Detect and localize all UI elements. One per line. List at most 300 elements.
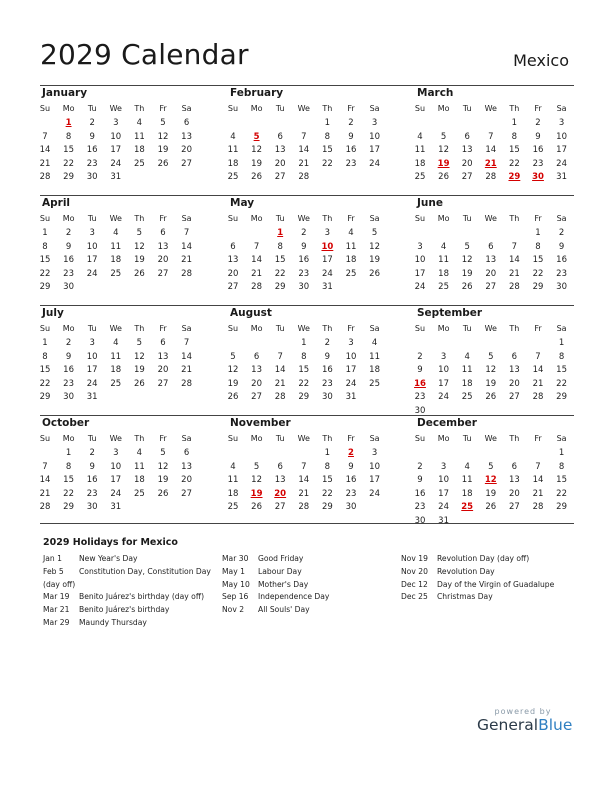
- row-divider: [40, 85, 574, 86]
- weekday-header: Su: [414, 434, 426, 443]
- calendar-day: 27: [508, 502, 520, 512]
- weekday-header: Fr: [159, 434, 167, 443]
- calendar-day: 26: [227, 392, 239, 402]
- calendar-day: 20: [251, 378, 262, 389]
- calendar-day: 3: [440, 351, 447, 362]
- calendar-day: 10: [438, 365, 449, 375]
- weekday-header: Su: [227, 324, 239, 333]
- calendar-day: 12: [369, 241, 380, 252]
- holiday-date-label: Nov 19: [401, 554, 428, 563]
- calendar-day: 7: [535, 461, 541, 472]
- calendar-day: 16: [63, 365, 74, 375]
- holiday-name: Good Friday: [258, 554, 304, 563]
- calendar-day: 22: [556, 378, 567, 389]
- weekday-header: Th: [322, 104, 333, 113]
- calendar-day: 29: [321, 502, 333, 512]
- holiday-date-label: Dec 12: [401, 579, 428, 589]
- calendar-day: 28: [39, 502, 51, 512]
- calendar-day: 27: [227, 282, 239, 292]
- weekday-header: Sa: [181, 104, 192, 113]
- calendar-day: 1: [558, 338, 565, 348]
- calendar-day: 10: [86, 351, 98, 362]
- weekday-header: Tu: [87, 104, 97, 113]
- weekday-header: Su: [39, 104, 51, 113]
- weekday-header: Sa: [369, 434, 380, 443]
- calendar-day: 19: [485, 488, 497, 499]
- month-name: October: [42, 417, 90, 429]
- calendar-day: 16: [556, 255, 567, 265]
- calendar-day: 5: [488, 351, 494, 362]
- calendar-day: 4: [417, 131, 423, 142]
- holiday-name: Mother's Day: [258, 579, 309, 589]
- weekday-header: Fr: [534, 324, 542, 333]
- weekday-header: Mo: [250, 324, 263, 333]
- calendar-day: 2: [89, 448, 95, 458]
- weekday-header: Sa: [369, 214, 380, 223]
- calendar-day: 7: [277, 351, 283, 362]
- holiday-date-label: Nov 2: [222, 605, 245, 615]
- calendar-day: 16: [345, 145, 357, 155]
- weekday-header: Fr: [159, 214, 167, 223]
- holiday-date: 19: [437, 158, 450, 169]
- calendar-day: 26: [133, 268, 145, 279]
- weekday-header: Mo: [437, 324, 450, 333]
- weekday-header: Th: [134, 214, 145, 223]
- calendar-day: 20: [181, 145, 192, 155]
- calendar-day: 2: [89, 118, 95, 128]
- calendar-day: 27: [508, 392, 520, 402]
- calendar-day: 4: [113, 338, 119, 348]
- calendar-day: 28: [251, 282, 262, 292]
- calendar-day: 3: [324, 228, 331, 238]
- holiday-name: Constitution Day, Constitution Day: [79, 566, 211, 576]
- calendar-day: 16: [321, 365, 333, 375]
- calendar-day: 2: [417, 351, 423, 362]
- brand-name-part2: Blue: [538, 716, 573, 734]
- calendar-day: 9: [301, 241, 307, 252]
- calendar-day: 30: [63, 392, 74, 402]
- calendar-day: 23: [63, 268, 74, 279]
- calendar-day: 14: [39, 475, 51, 485]
- calendar-day: 31: [86, 392, 98, 402]
- holiday-item: [43, 604, 211, 617]
- weekday-header: Mo: [437, 104, 450, 113]
- calendar-day: 14: [485, 145, 497, 155]
- calendar-day: 8: [324, 461, 331, 472]
- calendar-day: 9: [89, 131, 95, 142]
- calendar-day: 1: [65, 448, 72, 458]
- calendar-day: 14: [298, 475, 310, 485]
- calendar-day: 4: [113, 228, 119, 238]
- calendar-day: 12: [133, 351, 145, 362]
- calendar-day: 19: [133, 365, 145, 375]
- calendar-day: 10: [369, 461, 380, 472]
- calendar-day: 17: [438, 488, 449, 499]
- weekday-header: We: [109, 324, 122, 333]
- calendar-day: 4: [230, 131, 236, 142]
- holiday-name: Revolution Day: [437, 566, 495, 576]
- calendar-day: 18: [345, 255, 357, 265]
- calendar-day: 28: [298, 172, 310, 182]
- calendar-day: 11: [110, 241, 122, 252]
- weekday-header: Th: [322, 324, 333, 333]
- weekday-header: We: [109, 434, 122, 443]
- calendar-day: 20: [181, 475, 192, 485]
- calendar-day: 28: [181, 378, 192, 389]
- calendar-day: 6: [464, 131, 470, 142]
- weekday-header: Sa: [181, 324, 192, 333]
- calendar-day: 3: [558, 118, 565, 128]
- calendar-day: 27: [181, 488, 192, 499]
- row-divider: [40, 523, 574, 524]
- calendar-day: 18: [369, 365, 380, 375]
- calendar-day: 25: [227, 502, 239, 512]
- holiday-item: [222, 553, 329, 566]
- calendar-day: 7: [511, 241, 518, 252]
- calendar-day: 5: [136, 338, 143, 348]
- calendar-day: 22: [274, 268, 286, 279]
- calendar-day: 9: [558, 241, 565, 252]
- calendar-day: 5: [488, 461, 494, 472]
- calendar-day: 19: [157, 475, 169, 485]
- weekday-header: Sa: [556, 214, 567, 223]
- calendar-day: 31: [110, 172, 122, 182]
- calendar-day: 30: [86, 502, 98, 512]
- calendar-day: 11: [461, 475, 473, 485]
- weekday-header: Fr: [347, 434, 355, 443]
- calendar-day: 5: [160, 118, 166, 128]
- holiday-item: [222, 591, 329, 604]
- weekday-header: Su: [39, 434, 51, 443]
- calendar-day: 29: [556, 392, 567, 402]
- calendar-day: 23: [86, 158, 98, 169]
- calendar-day: 20: [274, 158, 286, 169]
- calendar-day: 17: [369, 145, 380, 155]
- weekday-header: Tu: [275, 214, 285, 223]
- holiday-name: Day of the Virgin of Guadalupe: [437, 579, 555, 589]
- calendar-day: 6: [511, 351, 518, 362]
- calendar-day: 21: [39, 158, 51, 169]
- calendar-day: 16: [86, 475, 98, 485]
- calendar-day: 7: [301, 461, 307, 472]
- calendar-day: 22: [321, 158, 333, 169]
- calendar-day: 13: [251, 365, 262, 375]
- holiday-date-label: Dec 25: [401, 592, 428, 602]
- calendar-day: 18: [133, 475, 145, 485]
- calendar-day: 25: [438, 282, 449, 292]
- calendar-day: 3: [113, 118, 119, 128]
- weekday-header: We: [109, 214, 122, 223]
- calendar-day: 10: [110, 461, 122, 472]
- calendar-day: 14: [532, 475, 544, 485]
- calendar-day: 21: [181, 365, 192, 375]
- calendar-day: 24: [438, 392, 449, 402]
- calendar-day: 8: [535, 241, 541, 252]
- calendar-day: 13: [274, 475, 286, 485]
- calendar-day: 13: [508, 365, 520, 375]
- calendar-day: 15: [321, 145, 333, 155]
- holiday-date-label: May 10: [222, 579, 250, 589]
- weekday-header: Mo: [437, 214, 450, 223]
- calendar-day: 18: [414, 158, 426, 169]
- month-name: June: [417, 197, 443, 209]
- calendar-day: 21: [508, 268, 520, 279]
- calendar-day: 14: [274, 365, 286, 375]
- holiday-date-label: Sep 16: [222, 592, 249, 602]
- calendar-day: 4: [440, 241, 447, 252]
- weekday-header: Th: [509, 324, 520, 333]
- holiday-date-label: Mar 21: [43, 605, 70, 615]
- calendar-day: 27: [157, 378, 169, 389]
- calendar-day: 31: [438, 515, 449, 526]
- calendar-day: 23: [298, 268, 310, 279]
- holiday-date-label: Feb 5: [43, 566, 64, 576]
- holiday-item: [401, 591, 554, 604]
- calendar-day: 19: [485, 378, 497, 389]
- calendar-day: 12: [227, 365, 239, 375]
- calendar-day: 15: [556, 365, 567, 375]
- weekday-header: Mo: [62, 104, 75, 113]
- calendar-day: 5: [464, 241, 470, 252]
- calendar-day: 21: [251, 268, 262, 279]
- weekday-header: Sa: [556, 434, 567, 443]
- calendar-day: 15: [556, 475, 567, 485]
- calendar-day: 16: [86, 145, 98, 155]
- calendar-day: 18: [461, 488, 473, 499]
- calendar-day: 2: [417, 461, 423, 472]
- calendar-day: 19: [157, 145, 169, 155]
- calendar-day: 20: [461, 158, 473, 169]
- calendar-day: 12: [485, 365, 497, 375]
- calendar-day: 4: [348, 228, 354, 238]
- calendar-day: 17: [556, 145, 567, 155]
- calendar-day: 24: [438, 502, 449, 512]
- calendar-day: 24: [414, 282, 426, 292]
- calendar-day: 29: [39, 392, 51, 402]
- calendar-day: 29: [298, 392, 310, 402]
- calendar-day: 20: [508, 378, 520, 389]
- calendar-day: 18: [438, 268, 449, 279]
- weekday-header: Su: [227, 214, 239, 223]
- holiday-item: [43, 591, 211, 604]
- calendar-day: 11: [414, 145, 426, 155]
- calendar-day: 11: [133, 461, 145, 472]
- calendar-day: 8: [42, 351, 48, 362]
- calendar-day: 29: [63, 502, 74, 512]
- country-name: Mexico: [513, 51, 569, 70]
- weekday-header: Su: [39, 214, 51, 223]
- calendar-day: 9: [535, 131, 541, 142]
- calendar-day: 20: [485, 268, 497, 279]
- holidays-column: [401, 553, 554, 604]
- row-divider: [40, 305, 574, 306]
- calendar-day: 19: [251, 158, 262, 169]
- weekday-header: Th: [509, 434, 520, 443]
- weekday-header: Tu: [275, 104, 285, 113]
- weekday-header: Su: [414, 324, 426, 333]
- calendar-day: 12: [133, 241, 145, 252]
- calendar-day: 21: [274, 378, 286, 389]
- calendar-day: 7: [42, 461, 48, 472]
- calendar-day: 29: [274, 282, 286, 292]
- weekday-header: Sa: [556, 324, 567, 333]
- calendar-day: 19: [369, 255, 380, 265]
- calendar-day: 27: [251, 392, 262, 402]
- calendar-day: 10: [414, 255, 426, 265]
- calendar-day: 2: [348, 118, 354, 128]
- weekday-header: Sa: [181, 434, 192, 443]
- calendar-day: 11: [438, 255, 449, 265]
- weekday-header: We: [297, 104, 310, 113]
- calendar-day: 24: [86, 268, 98, 279]
- calendar-day: 15: [298, 365, 310, 375]
- calendar-day: 31: [110, 502, 122, 512]
- calendar-day: 8: [65, 131, 72, 142]
- calendar-day: 6: [183, 118, 190, 128]
- calendar-day: 23: [345, 488, 357, 499]
- weekday-header: Fr: [159, 104, 167, 113]
- weekday-header: We: [484, 104, 497, 113]
- calendar-day: 25: [110, 268, 122, 279]
- calendar-day: 16: [414, 488, 426, 499]
- calendar-day: 30: [345, 502, 357, 512]
- calendar-day: 16: [532, 145, 544, 155]
- holiday-date: 29: [508, 172, 521, 182]
- calendar-day: 19: [227, 378, 239, 389]
- weekday-header: Su: [414, 104, 426, 113]
- weekday-header: Sa: [556, 104, 567, 113]
- calendar-day: 26: [251, 172, 262, 182]
- calendar-day: 3: [348, 338, 354, 348]
- calendar-day: 23: [532, 158, 544, 169]
- holiday-name: Labour Day: [258, 566, 302, 576]
- calendar-day: 13: [181, 461, 192, 472]
- calendar-day: 3: [89, 228, 95, 238]
- weekday-header: Fr: [347, 104, 355, 113]
- holiday-item: [43, 566, 211, 579]
- calendar-day: 22: [39, 378, 51, 389]
- weekday-header: Sa: [369, 104, 380, 113]
- generalblue-logo[interactable]: [477, 707, 573, 734]
- holiday-date: 25: [461, 502, 474, 512]
- calendar-day: 2: [324, 338, 331, 348]
- calendar-day: 6: [253, 351, 260, 362]
- calendar-day: 30: [86, 172, 98, 182]
- weekday-header: Th: [134, 324, 145, 333]
- calendar-day: 25: [414, 172, 426, 182]
- weekday-header: Su: [227, 104, 239, 113]
- calendar-day: 22: [321, 488, 333, 499]
- weekday-header: Tu: [87, 324, 97, 333]
- calendar-day: 12: [438, 145, 449, 155]
- weekday-header: Tu: [87, 434, 97, 443]
- weekday-header: Fr: [347, 324, 355, 333]
- calendar-day: 29: [39, 282, 51, 292]
- calendar-day: 30: [63, 282, 74, 292]
- calendar-day: 17: [110, 145, 122, 155]
- calendar-day: 23: [345, 158, 357, 169]
- calendar-day: 3: [417, 241, 423, 252]
- calendar-day: 30: [298, 282, 310, 292]
- calendar-day: 13: [227, 255, 239, 265]
- calendar-day: 7: [488, 131, 494, 142]
- calendar-day: 2: [65, 338, 72, 348]
- calendar-day: 26: [157, 158, 169, 169]
- calendar-day: 8: [42, 241, 48, 252]
- calendar-day: 17: [86, 255, 98, 265]
- weekday-header: Th: [134, 104, 145, 113]
- calendar-day: 5: [230, 351, 236, 362]
- holiday-date-label: Mar 19: [43, 592, 70, 602]
- brand-name-part1: General: [477, 716, 539, 734]
- calendar-day: 4: [464, 351, 470, 362]
- calendar-day: 9: [65, 241, 72, 252]
- calendar-day: 26: [438, 172, 449, 182]
- holiday-name: All Souls' Day: [258, 605, 310, 615]
- calendar-day: 4: [136, 448, 143, 458]
- calendar-day: 17: [86, 365, 98, 375]
- calendar-day: 18: [227, 158, 239, 169]
- calendar-day: 24: [110, 488, 122, 499]
- calendar-day: 25: [227, 172, 239, 182]
- calendar-day: 20: [508, 488, 520, 499]
- calendar-day: 31: [556, 172, 567, 182]
- holiday-date: 21: [484, 158, 497, 169]
- calendar-day: 5: [160, 448, 166, 458]
- calendar-day: 21: [181, 255, 192, 265]
- calendar-day: 22: [556, 488, 567, 499]
- calendar-day: 29: [556, 502, 567, 512]
- calendar-day: 25: [345, 268, 357, 279]
- calendar-day: 24: [110, 158, 122, 169]
- calendar-day: 24: [369, 158, 380, 169]
- holiday-name: (day off): [43, 579, 76, 589]
- holiday-item: [222, 604, 329, 617]
- calendar-day: 3: [371, 448, 378, 458]
- calendar-day: 8: [558, 461, 565, 472]
- calendar-day: 27: [461, 172, 473, 182]
- month-name: August: [230, 307, 272, 319]
- holiday-item: [43, 579, 211, 592]
- calendar-day: 4: [136, 118, 143, 128]
- holiday-name: Benito Juárez's birthday (day off): [79, 592, 205, 602]
- calendar-day: 21: [298, 488, 310, 499]
- holiday-date-label: Mar 30: [222, 554, 249, 563]
- calendar-day: 25: [133, 488, 145, 499]
- calendar-day: 15: [63, 145, 74, 155]
- calendar-day: 14: [298, 145, 310, 155]
- calendar-day: 30: [556, 282, 567, 292]
- calendar-day: 18: [133, 145, 145, 155]
- calendar-day: 17: [414, 268, 426, 279]
- calendar-day: 24: [345, 378, 357, 389]
- holiday-date: 16: [414, 378, 426, 389]
- calendar-day: 9: [65, 351, 72, 362]
- calendar-day: 17: [321, 255, 333, 265]
- calendar-day: 24: [86, 378, 98, 389]
- weekday-header: We: [109, 104, 122, 113]
- calendar-day: 26: [157, 488, 169, 499]
- calendar-day: 26: [485, 392, 497, 402]
- calendar-day: 24: [369, 488, 380, 499]
- weekday-header: Tu: [87, 214, 97, 223]
- weekday-header: Tu: [275, 324, 285, 333]
- calendar-day: 15: [39, 365, 51, 375]
- calendar-day: 10: [345, 351, 357, 362]
- calendar-day: 8: [277, 241, 283, 252]
- calendar-day: 1: [42, 228, 48, 238]
- holiday-item: [43, 553, 211, 566]
